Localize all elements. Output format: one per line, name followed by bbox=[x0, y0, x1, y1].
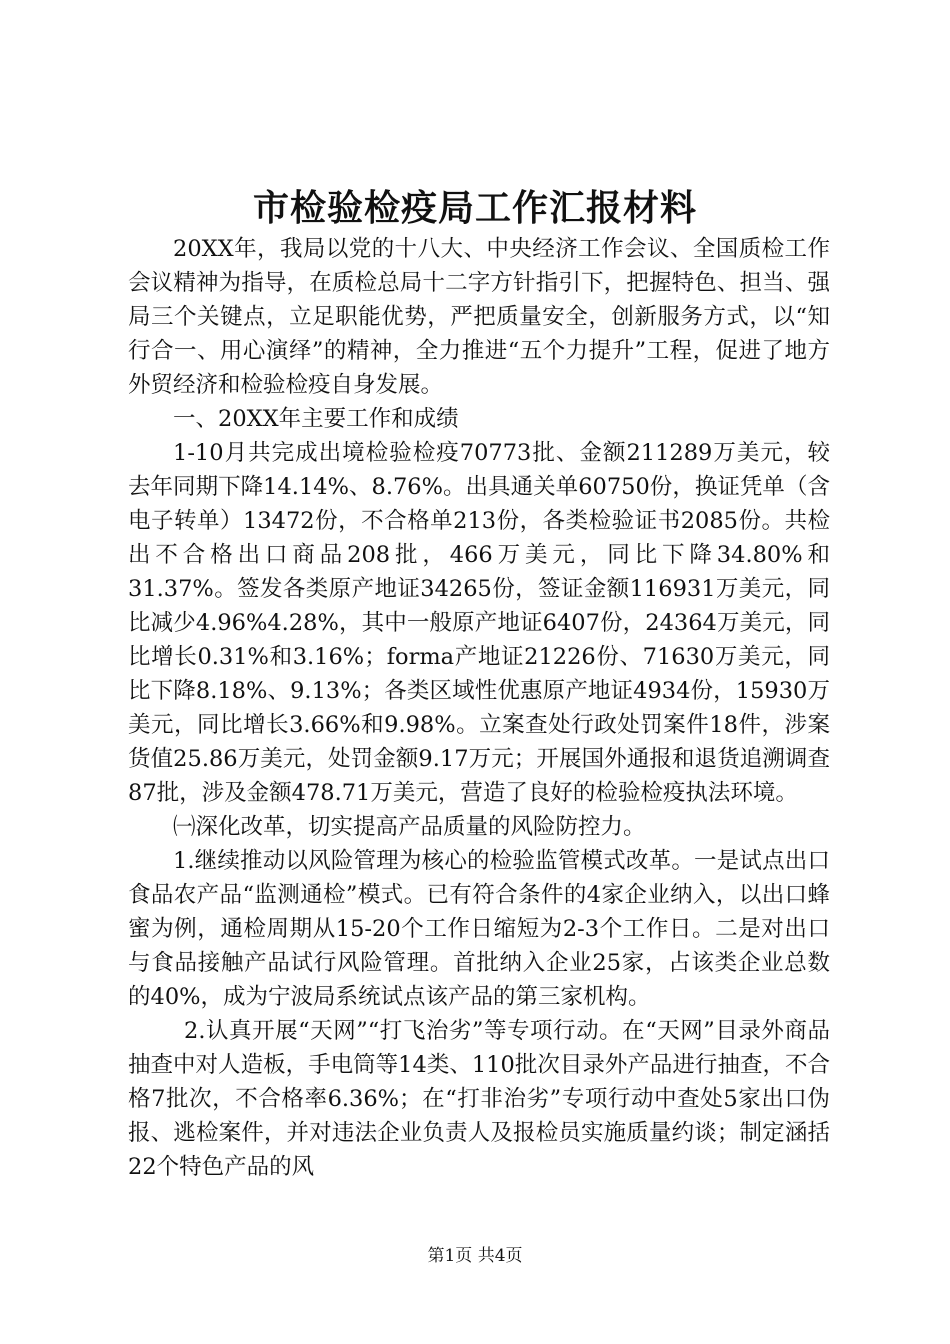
section-heading-main-work: 一、20XX年主要工作和成绩 bbox=[173, 406, 459, 432]
paragraph-item-2: 2.认真开展“天网”“打飞治劣”等专项行动。在“天网”目录外商品抽查中对人造板，手电筒等14类、110批次目录外产品进行抽查，不合格7批次，不合格率6.36%；在“打非治劣”专项行动中查处5家出口伪报、逃检案件，并对违法企业负责人及报检员实施质量约谈；制定涵括22个特色产品的风 bbox=[128, 1018, 830, 1180]
page-number-footer: 第1页 共4页 bbox=[427, 1246, 523, 1266]
paragraph-item-1: 1.继续推动以风险管理为核心的检验监管模式改革。一是试点出口食品农产品“监测通检”模式。已有符合条件的4家企业纳入，以出口蜂蜜为例，通检周期从15-20个工作日缩短为2-3个工作日。二是对出口与食品接触产品试行风险管理。首批纳入企业25家，占该类企业总数的40%，成为宁波局系统试点该产品的第三家机构。 bbox=[128, 848, 830, 1010]
document-body bbox=[128, 232, 830, 1184]
paragraph-intro: 20XX年，我局以党的十八大、中央经济工作会议、全国质检工作会议精神为指导，在质检总局十二字方针指引下，把握特色、担当、强局三个关键点，立足职能优势，严把质量安全，创新服务方式，以“知行合一、用心演绎”的精神，全力推进“五个力提升”工程，促进了地方外贸经济和检验检疫自身发展。 bbox=[128, 236, 830, 398]
document-title: 市检验检疫局工作汇报材料 bbox=[252, 187, 697, 229]
paragraph-statistics: 1-10月共完成出境检验检疫70773批、金额211289万美元，较去年同期下降14.14%、8.76%。出具通关单60750份，换证凭单（含电子转单）13472份，不合格单213份，各类检验证书2085份。共检出不合格出口商品208批，466万美元，同比下降34.80%和31.37%。签发各类原产地证34265份，签证金额116931万美元，同比减少4.96%4.28%，其中一般原产地证6407份，24364万美元，同比增长0.31%和3.16%；forma产地证21226份、71630万美元，同比下降8.18%、9.13%；各类区域性优惠原产地证4934份，15930万美元，同比增长3.66%和9.98%。立案查处行政处罚案件18件，涉案货值25.86万美元，处罚金额9.17万元；开展国外通报和退货追溯调查87批，涉及金额478.71万美元，营造了良好的检验检疫执法环境。 bbox=[128, 440, 830, 806]
subsection-heading-reform: ㈠深化改革，切实提高产品质量的风险防控力。 bbox=[173, 814, 646, 840]
